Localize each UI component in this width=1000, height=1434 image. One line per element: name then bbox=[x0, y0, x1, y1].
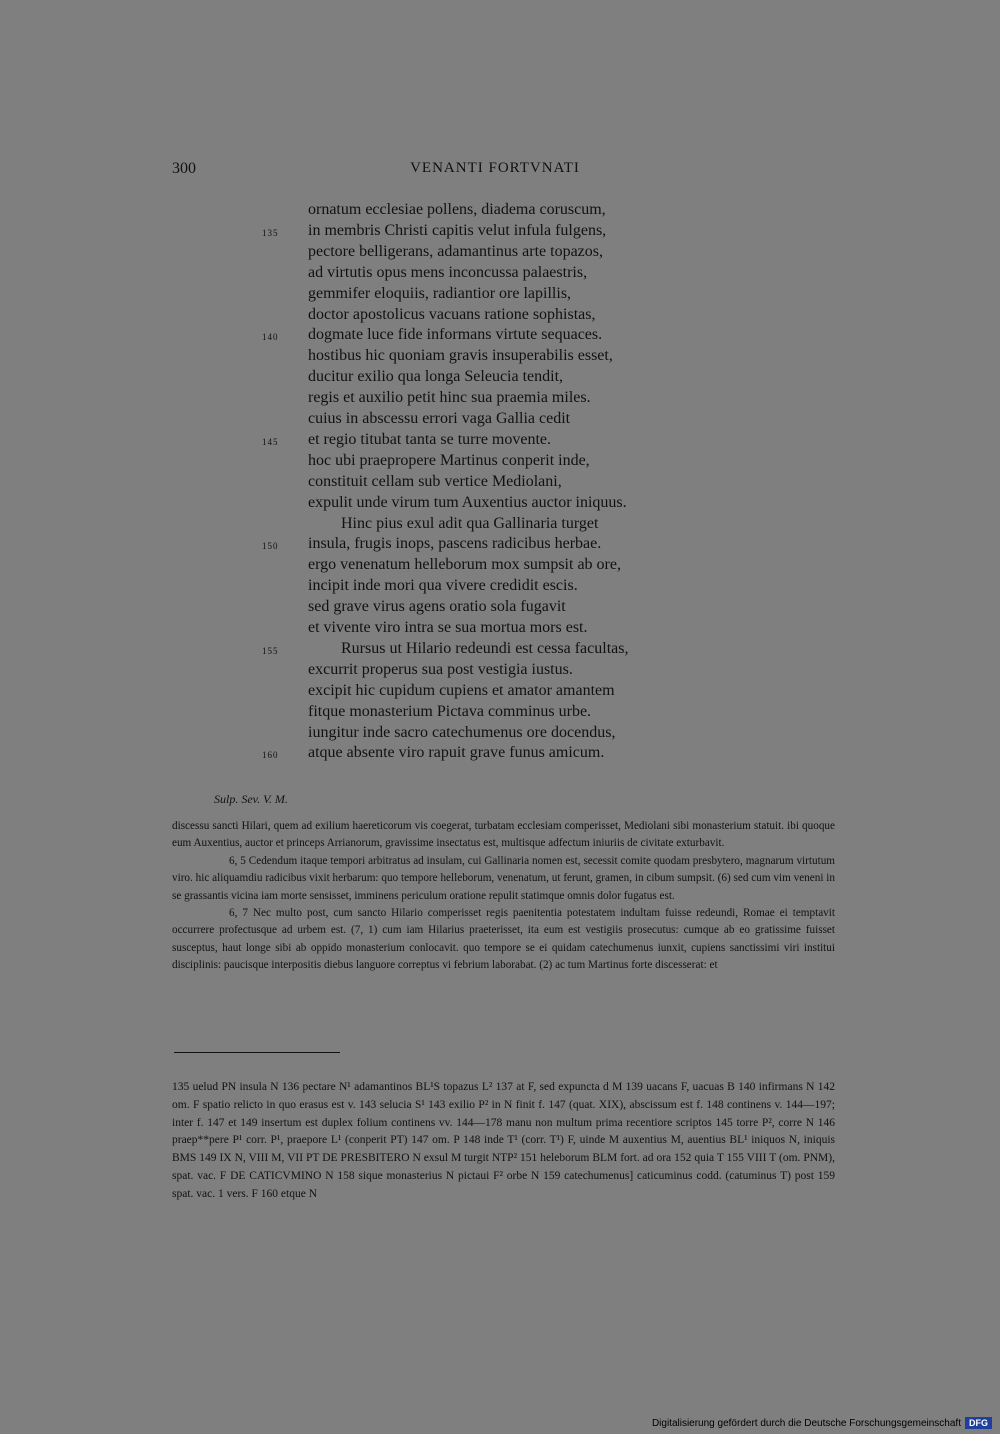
source-paragraph: 6, 5 Cedendum itaque tempori arbitratus ad insulam, cui Gallinaria nomen est, secessit comite quodam presbytero, magnarum virtutum viro. hic aliquamdiu radicibus vixit herbarum: quo tempore helleborum, venenatum, ut ferunt, gramen, in cibum sumpsit. (6) sed cum vim veneni in se grassantis vicina iam morte sensisset, imminens periculum oratione repulit statimque omnis dolor fugatus est. bbox=[172, 854, 835, 902]
verse-line: pectore belligerans, adamantinus arte topazos, bbox=[308, 242, 603, 260]
verse-line: insula, frugis inops, pascens radicibus herbae. bbox=[308, 535, 602, 553]
verse-line: hostibus hic quoniam gravis insuperabilis esset, bbox=[308, 347, 613, 365]
line-number: 135 bbox=[262, 227, 279, 238]
source-reference: Sulp. Sev. V. M. bbox=[214, 792, 288, 806]
verse-line: ornatum ecclesiae pollens, diadema coruscum, bbox=[308, 201, 606, 218]
line-number: 140 bbox=[262, 332, 279, 343]
verse-line: ad virtutis opus mens inconcussa palaestris, bbox=[308, 263, 588, 281]
verse-line: Hinc pius exul adit qua Gallinaria turget bbox=[341, 514, 599, 532]
page-number: 300 bbox=[172, 160, 196, 177]
verse-line: incipit inde mori qua vivere credidit escis. bbox=[308, 577, 578, 595]
verse-line: ergo venenatum helleborum mox sumpsit ab ore, bbox=[308, 556, 621, 574]
verse-line: regis et auxilio petit hinc sua praemia miles. bbox=[308, 389, 591, 407]
verse-line: in membris Christi capitis velut infula fulgens, bbox=[308, 221, 607, 239]
verse-line: et vivente viro intra se sua mortua mors est. bbox=[308, 619, 588, 636]
funding-banner bbox=[652, 1417, 992, 1429]
source-text bbox=[172, 818, 835, 975]
funding-text: Digitalisierung gefördert durch die Deutsche Forschungsgemeinschaft bbox=[651, 1417, 961, 1429]
line-number: 145 bbox=[262, 436, 279, 447]
verse-line: excipit hic cupidum cupiens et amator amantem bbox=[308, 681, 615, 699]
running-head: VENANTI FORTVNATI bbox=[410, 160, 580, 176]
verse-line: gemmifer eloquiis, radiantior ore lapillis, bbox=[308, 284, 572, 302]
footnote-rule bbox=[174, 1052, 340, 1053]
verse-line: excurrit properus sua post vestigia iustus. bbox=[308, 660, 573, 678]
line-number: 150 bbox=[262, 541, 279, 552]
verse-line: constituit cellam sub vertice Mediolani, bbox=[308, 472, 562, 490]
verse-line: hoc ubi praepropere Martinus conperit inde, bbox=[308, 451, 590, 469]
verse-line: expulit unde virum tum Auxentius auctor iniquus. bbox=[308, 493, 627, 511]
line-number: 155 bbox=[262, 645, 279, 656]
verse-line: sed grave virus agens oratio sola fugavit bbox=[308, 598, 566, 616]
verse-line: cuius in abscessu errori vaga Gallia cedit bbox=[308, 410, 571, 427]
verse-line: iungitur inde sacro catechumenus ore docendus, bbox=[308, 723, 616, 741]
verse-line: fitque monasterium Pictava comminus urbe. bbox=[308, 702, 592, 720]
verse-line: ducitur exilio qua longa Seleucia tendit, bbox=[308, 368, 564, 386]
verse-line: et regio titubat tanta se turre movente. bbox=[308, 430, 552, 448]
source-paragraph: 6, 7 Nec multo post, cum sancto Hilario comperisset regis paenitentia potestatem indultam fuisse redeundi, Romae ei temptavit occurrere profectusque ad urbem est. (7, 1) cum iam Hilarius praeterisset, ita eum est vestigiis prosecutus: cumque ab eo gratissime fuisset susceptus, haut longe sibi ab oppido monasterium conlocavit. quo tempore se ei quidam catechumenus iunxit, cupiens sanctissimi viri institui disciplinis: paucisque interpositis diebus languore correptus vi febrium laborabat. (2) ac tum Martinus forte discesserat: et bbox=[172, 907, 835, 972]
critical-apparatus: 135 uelud PN insula N 136 pectare N¹ adamantinos BL¹S topazus L² 137 at F, sed expuncta d M 139 uacans F, uacuas B 140 infirmans N 142 om. F spatio relicto in quo erasus est v. 143 selucia S¹ 143 exilio P² in N finit f. 147 (quat. XIX), abscissum est f. 148 continens v. 144—197; inter f. 147 et 149 insertum est duplex folium continens vv. 144—178 manu non multum prima recentiore scriptos 145 torre P², corre N 146 praep**pere P¹ corr. P¹, praepore L¹ (conperit PT) 147 om. P 148 inde T¹ (corr. T¹) F, uinde M auxentius M, auentius BL¹ iniquos N, iniquis BMS 149 IX N, VIII M, VII PT DE PRESBITERO N exsul M turgit NTP² 151 heleborum BLM fort. ad ora 152 quia T 155 VIII T (om. PNM), spat. vac. F DE CATICVMINO N 158 sique monasterius N pictaui F² orbe N 159 catechumenus] caticuminus codd. (catuminus T) post 159 spat. vac. 1 vers. F 160 etque N bbox=[172, 1081, 835, 1200]
dfg-logo: DFG bbox=[965, 1417, 992, 1429]
source-paragraph: discessu sancti Hilari, quem ad exilium haereticorum vis coegerat, turbatam ecclesiam comperisset, Mediolani sibi monasterium statuit. ibi quoque eum Auxentius, auctor et princeps Arrianorum, gravissime insectatus est, multisque adfectum iniuriis de civitate exturbavit. bbox=[172, 820, 835, 850]
verse-line: dogmate luce fide informans virtute sequaces. bbox=[308, 326, 603, 344]
line-number: 160 bbox=[262, 750, 279, 761]
verse-line: Rursus ut Hilario redeundi est cessa facultas, bbox=[341, 639, 629, 657]
verse-line: atque absente viro rapuit grave funus amicum. bbox=[308, 744, 605, 762]
verse-line: doctor apostolicus vacuans ratione sophistas, bbox=[308, 305, 596, 323]
